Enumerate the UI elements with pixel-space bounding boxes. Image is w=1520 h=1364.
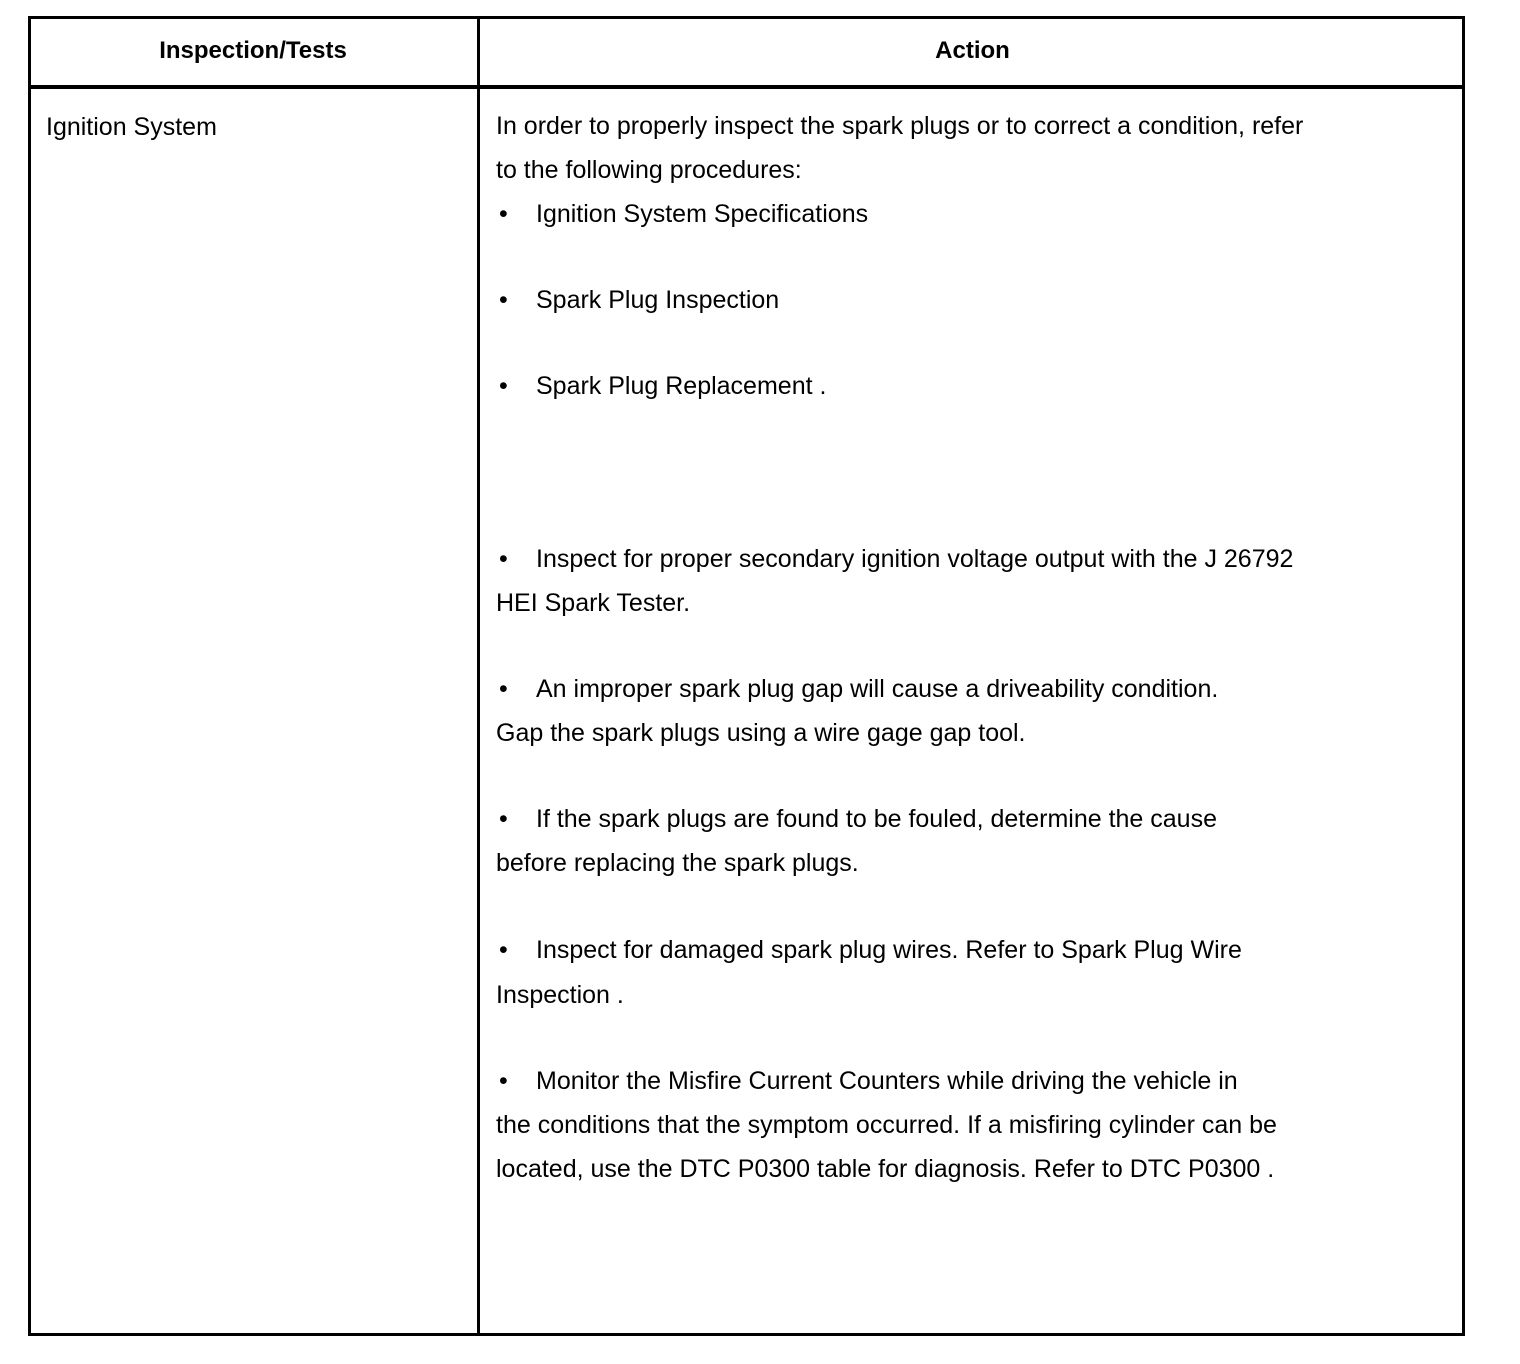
bullet-icon: • xyxy=(499,805,508,833)
ref-ignition-system-specifications: Ignition System Specifications xyxy=(536,200,869,228)
check-5-line-3: located, use the DTC P0300 table for diagnosis. Refer to DTC P0300 . xyxy=(496,1155,1275,1183)
bullet-icon: • xyxy=(499,200,508,228)
check-3-line-2: before replacing the spark plugs. xyxy=(496,849,859,877)
bullet-icon: • xyxy=(499,286,508,314)
check-5-line-1: Monitor the Misfire Current Counters while driving the vehicle in xyxy=(536,1067,1238,1095)
check-5-line-2: the conditions that the symptom occurred. If a misfiring cylinder can be xyxy=(496,1111,1277,1139)
check-2-line-2: Gap the spark plugs using a wire gage gap tool. xyxy=(496,719,1026,747)
column-divider xyxy=(477,16,480,1336)
check-1-line-1: Inspect for proper secondary ignition voltage output with the J 26792 xyxy=(536,545,1294,573)
header-inspection-tests: Inspection/Tests xyxy=(159,37,347,64)
check-2-line-1: An improper spark plug gap will cause a driveability condition. xyxy=(536,675,1219,703)
check-3-line-1: If the spark plugs are found to be fouled, determine the cause xyxy=(536,805,1217,833)
check-1-line-2: HEI Spark Tester. xyxy=(496,589,691,617)
ref-spark-plug-inspection: Spark Plug Inspection xyxy=(536,286,780,314)
check-4-line-1: Inspect for damaged spark plug wires. Refer to Spark Plug Wire xyxy=(536,936,1242,964)
bullet-icon: • xyxy=(499,372,508,400)
check-4-line-2: Inspection . xyxy=(496,981,624,1009)
intro-line-1: In order to properly inspect the spark plugs or to correct a condition, refer xyxy=(496,112,1304,140)
bullet-icon: • xyxy=(499,545,508,573)
intro-line-2: to the following procedures: xyxy=(496,156,802,184)
header-action: Action xyxy=(935,37,1010,64)
bullet-icon: • xyxy=(499,675,508,703)
bullet-icon: • xyxy=(499,1067,508,1095)
ref-spark-plug-replacement: Spark Plug Replacement . xyxy=(536,372,827,400)
row-label-ignition-system: Ignition System xyxy=(46,113,217,141)
bullet-icon: • xyxy=(499,936,508,964)
